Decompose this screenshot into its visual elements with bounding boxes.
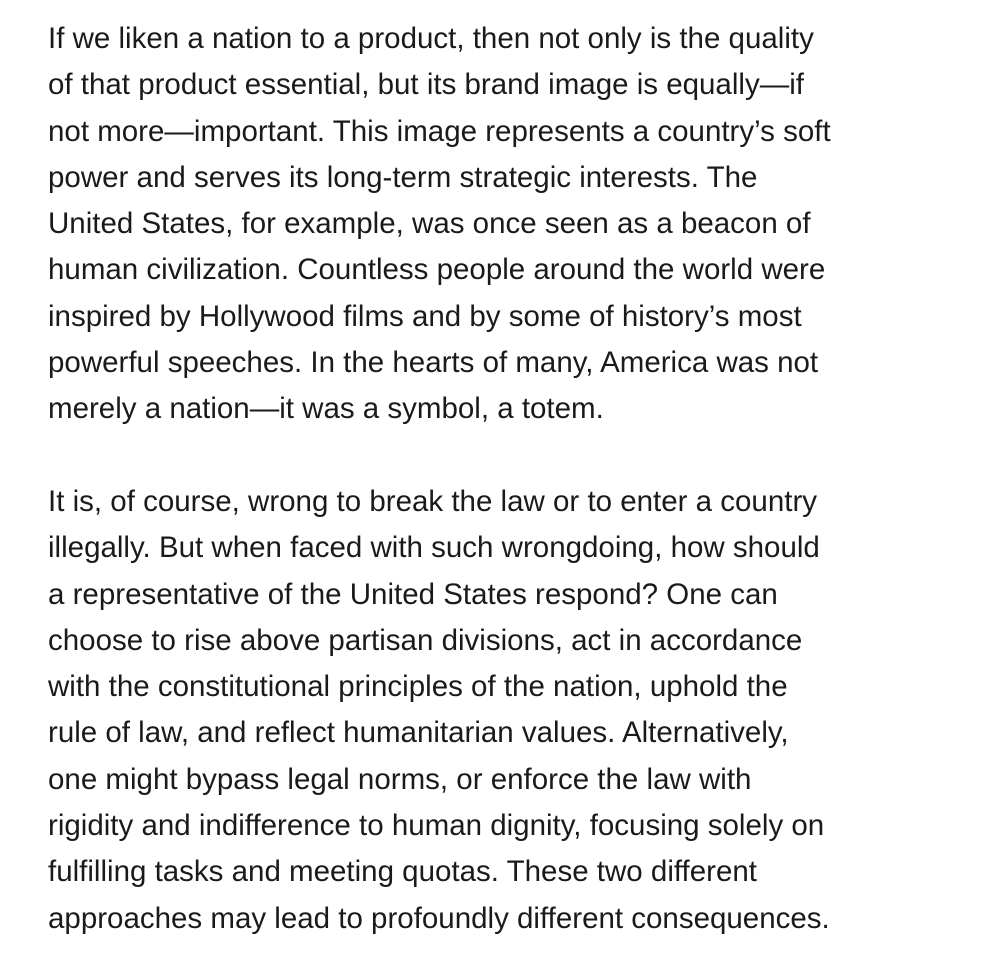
paragraph-2 — [48, 479, 978, 942]
text-line: If we liken a nation to a product, then not only is the quality — [48, 22, 814, 55]
document-body — [48, 16, 978, 942]
text-line: powerful speeches. In the hearts of many, America was not — [48, 346, 819, 380]
text-line: not more—important. This image represents a country’s soft — [48, 114, 831, 148]
text-line: fulfilling tasks and meeting quotas. These two different — [48, 855, 757, 889]
text-line: approaches may lead to profoundly different consequences. — [48, 901, 830, 935]
text-line: power and serves its long-term strategic interests. The — [48, 160, 758, 194]
text-line: with the constitutional principles of the nation, uphold the — [48, 670, 788, 704]
text-line: one might bypass legal norms, or enforce the law with — [48, 762, 752, 796]
text-line: rule of law, and reflect humanitarian values. Alternatively, — [48, 716, 789, 750]
text-line: a representative of the United States respond? One can — [48, 577, 778, 611]
text-line: illegally. But when faced with such wrongdoing, how should — [48, 531, 820, 565]
text-line: United States, for example, was once seen as a beacon of — [48, 207, 811, 241]
text-line: rigidity and indifference to human dignity, focusing solely on — [48, 809, 825, 843]
text-line: merely a nation—it was a symbol, a totem. — [48, 392, 604, 426]
text-line: It is, of course, wrong to break the law or to enter a country — [48, 484, 818, 518]
text-line: choose to rise above partisan divisions, act in accordance — [48, 623, 803, 657]
text-line: inspired by Hollywood films and by some of history’s most — [48, 299, 802, 333]
text-line: of that product essential, but its brand image is equally—if — [48, 68, 804, 102]
text-line: human civilization. Countless people around the world were — [48, 253, 826, 287]
paragraph-1 — [48, 16, 978, 433]
